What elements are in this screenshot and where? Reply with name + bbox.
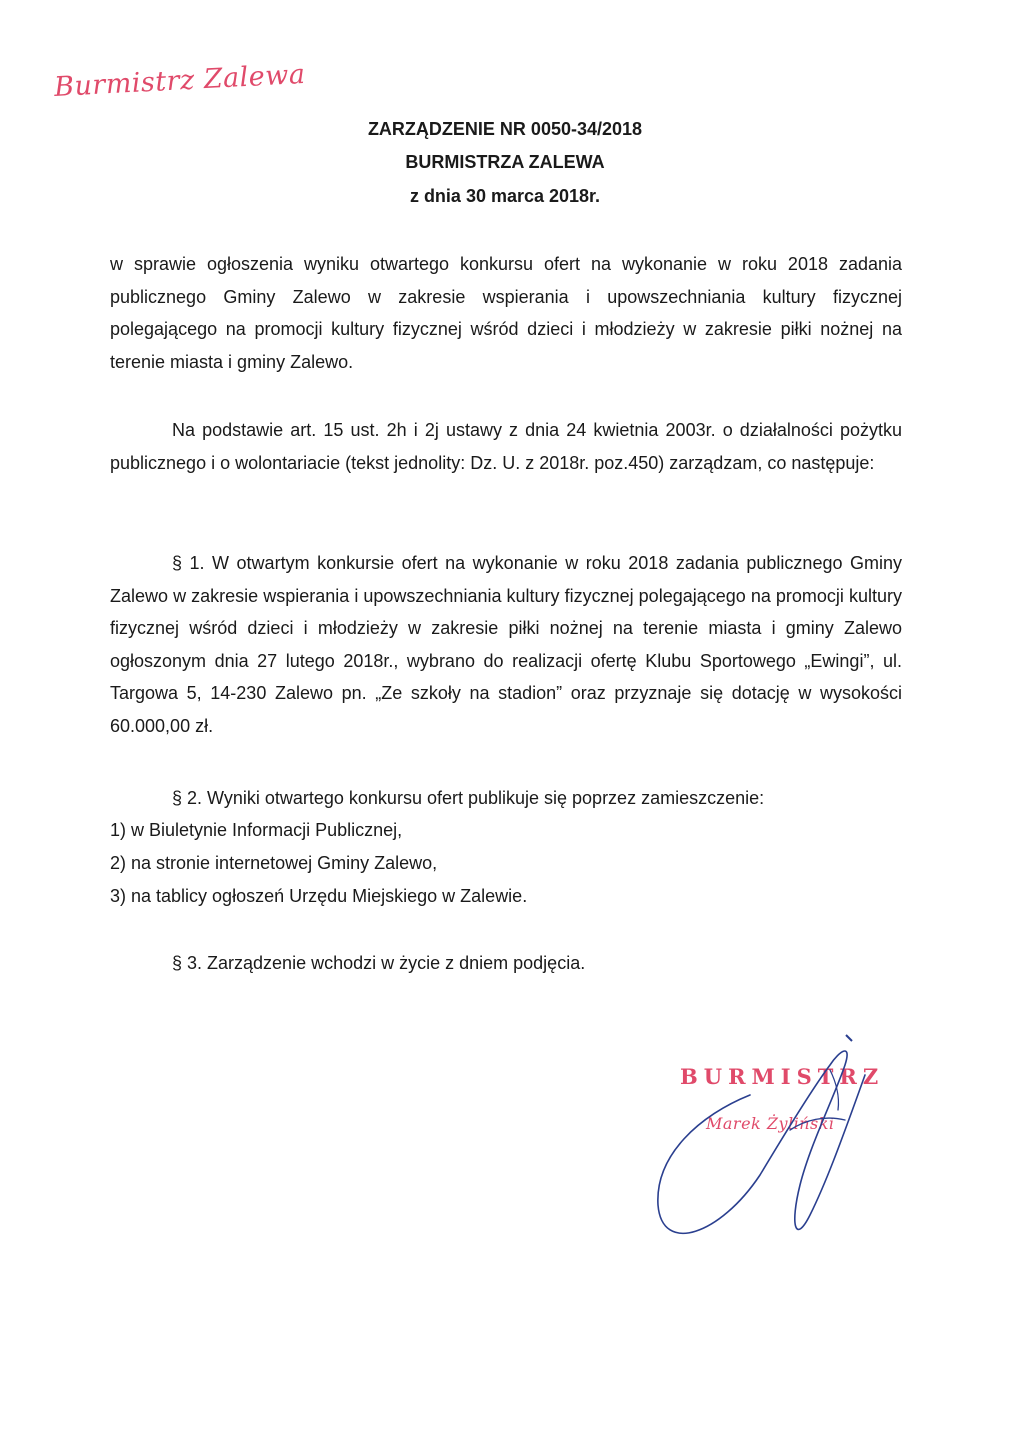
document-title: ZARZĄDZENIE NR 0050-34/2018 <box>367 119 643 139</box>
section-3-paragraph: § 3. Zarządzenie wchodzi w życie z dniem podjęcia. <box>172 953 586 973</box>
section-1-paragraph: § 1. W otwartym konkursie ofert na wykonanie w roku 2018 zadania publicznego Gminy Zalewo w zakresie wspierania i upowszechniania kultury fizycznej polegającego na promocji kultury fizycznej wśród dzieci i młodzieży w zakresie piłki nożnej na terenie miasta i gminy Zalewo ogłoszonym dnia 27 lutego 2018r., wybrano do realizacji ofertę Klubu Sportowego „Ewingi”, ul. Targowa 5, 14-230 Zalewo pn. „Ze szkoły na stadion” oraz przyznaje się dotację w wysokości 60.000,00 zł. <box>110 553 902 736</box>
subject-paragraph: w sprawie ogłoszenia wyniku otwartego konkursu ofert na wykonanie w roku 2018 zadania publicznego Gminy Zalewo w zakresie wspierania i upowszechniania kultury fizycznej polegającego na promocji kultury fizycznej wśród dzieci i młodzieży w zakresie piłki nożnej na terenie miasta i gminy Zalewo. <box>110 254 902 372</box>
section-2-intro: § 2. Wyniki otwartego konkursu ofert publikuje się poprzez zamieszczenie: <box>172 788 765 808</box>
stamp-name: Marek Żyliński <box>706 1114 835 1133</box>
section-2-item-1: 1) w Biuletynie Informacji Publicznej, <box>110 820 403 840</box>
handwritten-signature <box>640 1025 900 1265</box>
document-issuer: BURMISTRZA ZALEWA <box>405 152 605 172</box>
stamp-title: BURMISTRZ <box>680 1064 885 1089</box>
stamp-header-burmistrz-zalewa: Burmistrz Zalewa <box>53 58 307 103</box>
legal-basis-paragraph: Na podstawie art. 15 ust. 2h i 2j ustawy z dnia 24 kwietnia 2003r. o działalności pożytku publicznego i o wolontariacie (tekst jednolity: Dz. U. z 2018r. poz.450) zarządzam, co następuje: <box>110 420 902 473</box>
section-2-item-2: 2) na stronie internetowej Gminy Zalewo, <box>110 853 438 873</box>
section-2-item-3: 3) na tablicy ogłoszeń Urzędu Miejskiego w Zalewie. <box>110 886 528 906</box>
document-date: z dnia 30 marca 2018r. <box>409 186 601 206</box>
